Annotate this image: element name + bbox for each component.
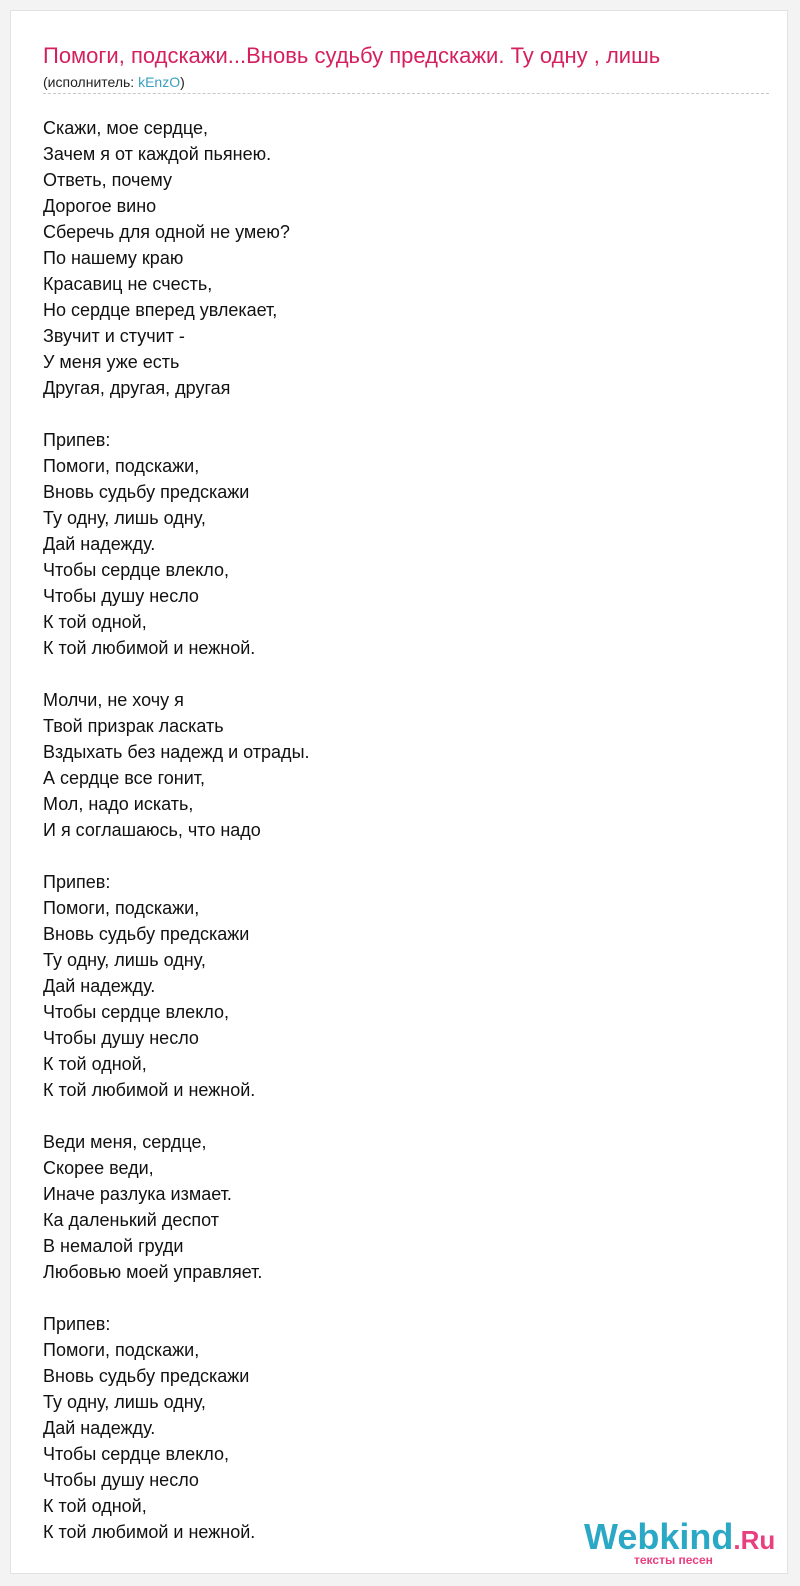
lyrics-stanza [43,115,743,401]
lyrics-line: Вздыхать без надежд и отрады. [43,742,310,762]
lyrics-line: Чтобы сердце влекло, [43,560,229,580]
lyrics-line: Припев: [43,872,111,892]
lyrics-line: Зачем я от каждой пьянею. [43,144,272,164]
artist-credit [43,73,185,91]
lyrics-line: По нашему краю [43,248,184,268]
artist-link[interactable]: kEnzO [138,74,181,90]
lyrics-line: Помоги, подскажи, [43,1340,200,1360]
lyrics-line: Дай надежду. [43,976,156,996]
lyrics-stanza [43,1311,743,1545]
lyrics-line: Скажи, мое сердце, [43,118,209,138]
lyrics-stanza [43,1129,743,1285]
lyrics-line: Чтобы душу несло [43,586,199,606]
lyrics-text [43,115,743,1545]
lyrics-line: Звучит и стучит - [43,326,185,346]
lyrics-line: Дай надежду. [43,534,156,554]
lyrics-line: Ка даленький деспот [43,1210,219,1230]
lyrics-line: Красавиц не счесть, [43,274,213,294]
logo-tld: .Ru [733,1525,776,1555]
webkind-logo[interactable] [584,1517,784,1571]
lyrics-line: К той одной, [43,1496,147,1516]
lyrics-line: Чтобы сердце влекло, [43,1002,229,1022]
lyrics-line: К той одной, [43,1054,147,1074]
lyrics-line: К той любимой и нежной. [43,1522,256,1542]
lyrics-line: Помоги, подскажи, [43,456,200,476]
lyrics-line: Вновь судьбу предскажи [43,924,250,944]
lyrics-line: Но сердце вперед увлекает, [43,300,278,320]
lyrics-line: Другая, другая, другая [43,378,231,398]
lyrics-stanza [43,427,743,661]
lyrics-line: Ту одну, лишь одну, [43,508,206,528]
lyrics-line: Веди меня, сердце, [43,1132,207,1152]
lyrics-line: Молчи, не хочу я [43,690,184,710]
lyrics-line: Припев: [43,430,111,450]
lyrics-line: Вновь судьбу предскажи [43,1366,250,1386]
lyrics-line: И я соглашаюсь, что надо [43,820,261,840]
artist-suffix: ) [180,74,185,90]
lyrics-line: Ответь, почему [43,170,172,190]
lyrics-line: Любовью моей управляет. [43,1262,263,1282]
logo-name: Webkind [584,1516,734,1557]
lyrics-line: Припев: [43,1314,111,1334]
lyrics-line: Скорее веди, [43,1158,154,1178]
logo-tagline: тексты песен [634,1553,713,1567]
lyrics-line: У меня уже есть [43,352,180,372]
lyrics-line: Дай надежду. [43,1418,156,1438]
content-card [10,10,788,1574]
lyrics-line: Чтобы душу несло [43,1470,199,1490]
page-title: Помоги, подскажи...Вновь судьбу предскажи. Ту одну , лишь [43,43,661,68]
lyrics-stanza [43,687,743,843]
lyrics-stanza [43,869,743,1103]
lyrics-line: Ту одну, лишь одну, [43,1392,206,1412]
lyrics-line: К той любимой и нежной. [43,1080,256,1100]
title-divider [43,93,769,94]
lyrics-line: К той одной, [43,612,147,632]
lyrics-line: А сердце все гонит, [43,768,206,788]
lyrics-line: Чтобы душу несло [43,1028,199,1048]
lyrics-line: Иначе разлука измает. [43,1184,232,1204]
lyrics-line: Твой призрак ласкать [43,716,224,736]
lyrics-line: Сберечь для одной не умею? [43,222,290,242]
lyrics-line: В немалой груди [43,1236,184,1256]
lyrics-line: К той любимой и нежной. [43,638,256,658]
lyrics-line: Ту одну, лишь одну, [43,950,206,970]
lyrics-line: Мол, надо искать, [43,794,194,814]
lyrics-line: Дорогое вино [43,196,157,216]
lyrics-line: Помоги, подскажи, [43,898,200,918]
artist-prefix: (исполнитель: [43,74,139,90]
lyrics-line: Вновь судьбу предскажи [43,482,250,502]
lyrics-line: Чтобы сердце влекло, [43,1444,229,1464]
